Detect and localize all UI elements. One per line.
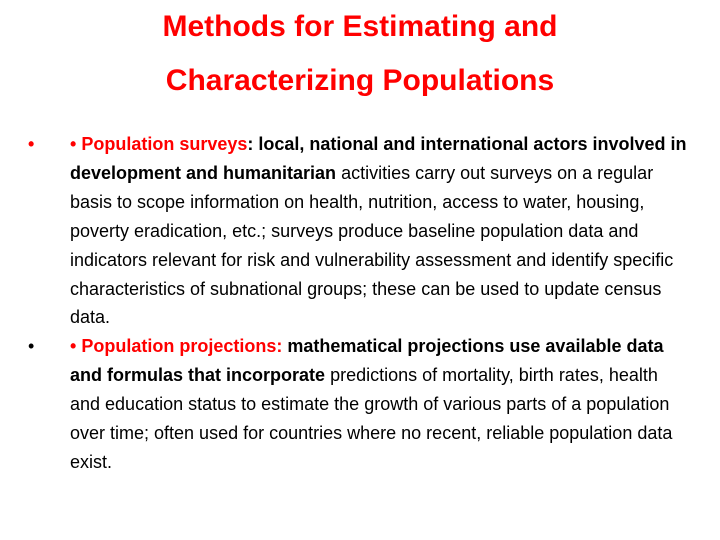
bullet-marker: • <box>28 134 35 154</box>
bullet-list <box>28 130 688 477</box>
bullet-colon: : <box>247 134 254 154</box>
bullet-marker: • <box>28 336 35 357</box>
bullet-body-text: activities carry out surveys on a regular basis to scope information on health, nutrition, access to water, housing, poverty eradication, etc.; surveys produce baseline population data and indicators relevant for risk and vulnerability assessment and identify specific characteristics of subnational groups; these can be used to update census data. <box>70 162 674 328</box>
slide-title <box>60 0 660 108</box>
bullet-bold-text: mathematical projections use available data and formulas that incorporate <box>70 336 664 386</box>
bullet-body-text: predictions of mortality, birth rates, health and education status to estimate the growth of various parts of a population over time; often used for countries where no recent, reliable population data exist. <box>70 365 673 472</box>
bullet-item-population-surveys <box>28 130 688 332</box>
title-line-1: Methods for Estimating and <box>162 10 558 43</box>
bullet-lead-marker: • <box>70 336 77 357</box>
bullet-term: Population surveys <box>81 134 248 154</box>
bullet-lead-marker: • <box>70 134 77 154</box>
title-line-2: Characterizing Populations <box>165 64 555 97</box>
bullet-bold-text: local, national and international actors involved in development and humanitarian <box>70 134 687 183</box>
bullet-term: Population projections: <box>81 336 283 357</box>
bullet-item-population-projections <box>28 332 688 477</box>
